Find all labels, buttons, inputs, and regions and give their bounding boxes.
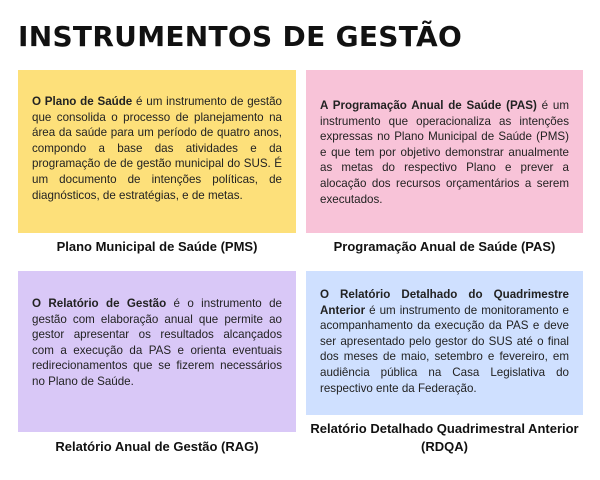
card-description <box>306 70 583 207</box>
card-relatorio-anual-gestao <box>18 271 296 461</box>
card-description <box>18 271 296 390</box>
card-text: é um instrumento que operacionaliza as intenções expressas no Plano Municipal de Saúde (PMS) e que tem por objetivo demonstrar anualmente as metas do respectivo Plano e prever a alocação dos recursos orçamentários a serem executados. <box>320 99 569 206</box>
page-title: INSTRUMENTOS DE GESTÃO <box>18 20 463 53</box>
card-plano-municipal-saude <box>18 70 296 261</box>
card-relatorio-detalhado-quadrimestral <box>306 271 583 461</box>
card-lead: O Relatório de Gestão <box>32 297 167 310</box>
card-text: é um instrumento de gestão que consolida o processo de planejamento na área da saúde para um período de quatro anos, compondo a base das atividades e da programação de de gestão municipal do SUS. É um documento de intenções políticas, de diagnósticos, de estratégias, e de metas. <box>32 95 283 202</box>
card-lead: O Relatório Detalhado do Quadrimestre Anterior <box>320 288 569 317</box>
card-description <box>18 70 296 203</box>
card-label: Plano Municipal de Saúde (PMS) <box>18 233 296 261</box>
card-lead: O Plano de Saúde <box>32 95 133 108</box>
card-lead: A Programação Anual de Saúde (PAS) <box>320 99 537 112</box>
card-text: é um instrumento de monitoramento e acompanhamento da execução da PAS e deve ser apresentado pelo gestor do SUS até o final dos meses de maio, setembro e fevereiro, em audiência pública na Casa Legislativa do respectivo ente da Federação. <box>320 303 569 395</box>
card-label: Relatório Detalhado Quadrimestral Anterior (RDQA) <box>306 415 583 461</box>
card-description <box>306 271 583 396</box>
card-text: é o instrumento de gestão com elaboração anual que permite ao gestor apresentar os resultados alcançados com a execução da PAS e orienta eventuais redirecionamentos que se fizerem necessários no Plano de Saúde. <box>32 297 282 388</box>
card-programacao-anual-saude <box>306 70 583 261</box>
card-label: Programação Anual de Saúde (PAS) <box>306 233 583 261</box>
card-label: Relatório Anual de Gestão (RAG) <box>18 432 296 461</box>
